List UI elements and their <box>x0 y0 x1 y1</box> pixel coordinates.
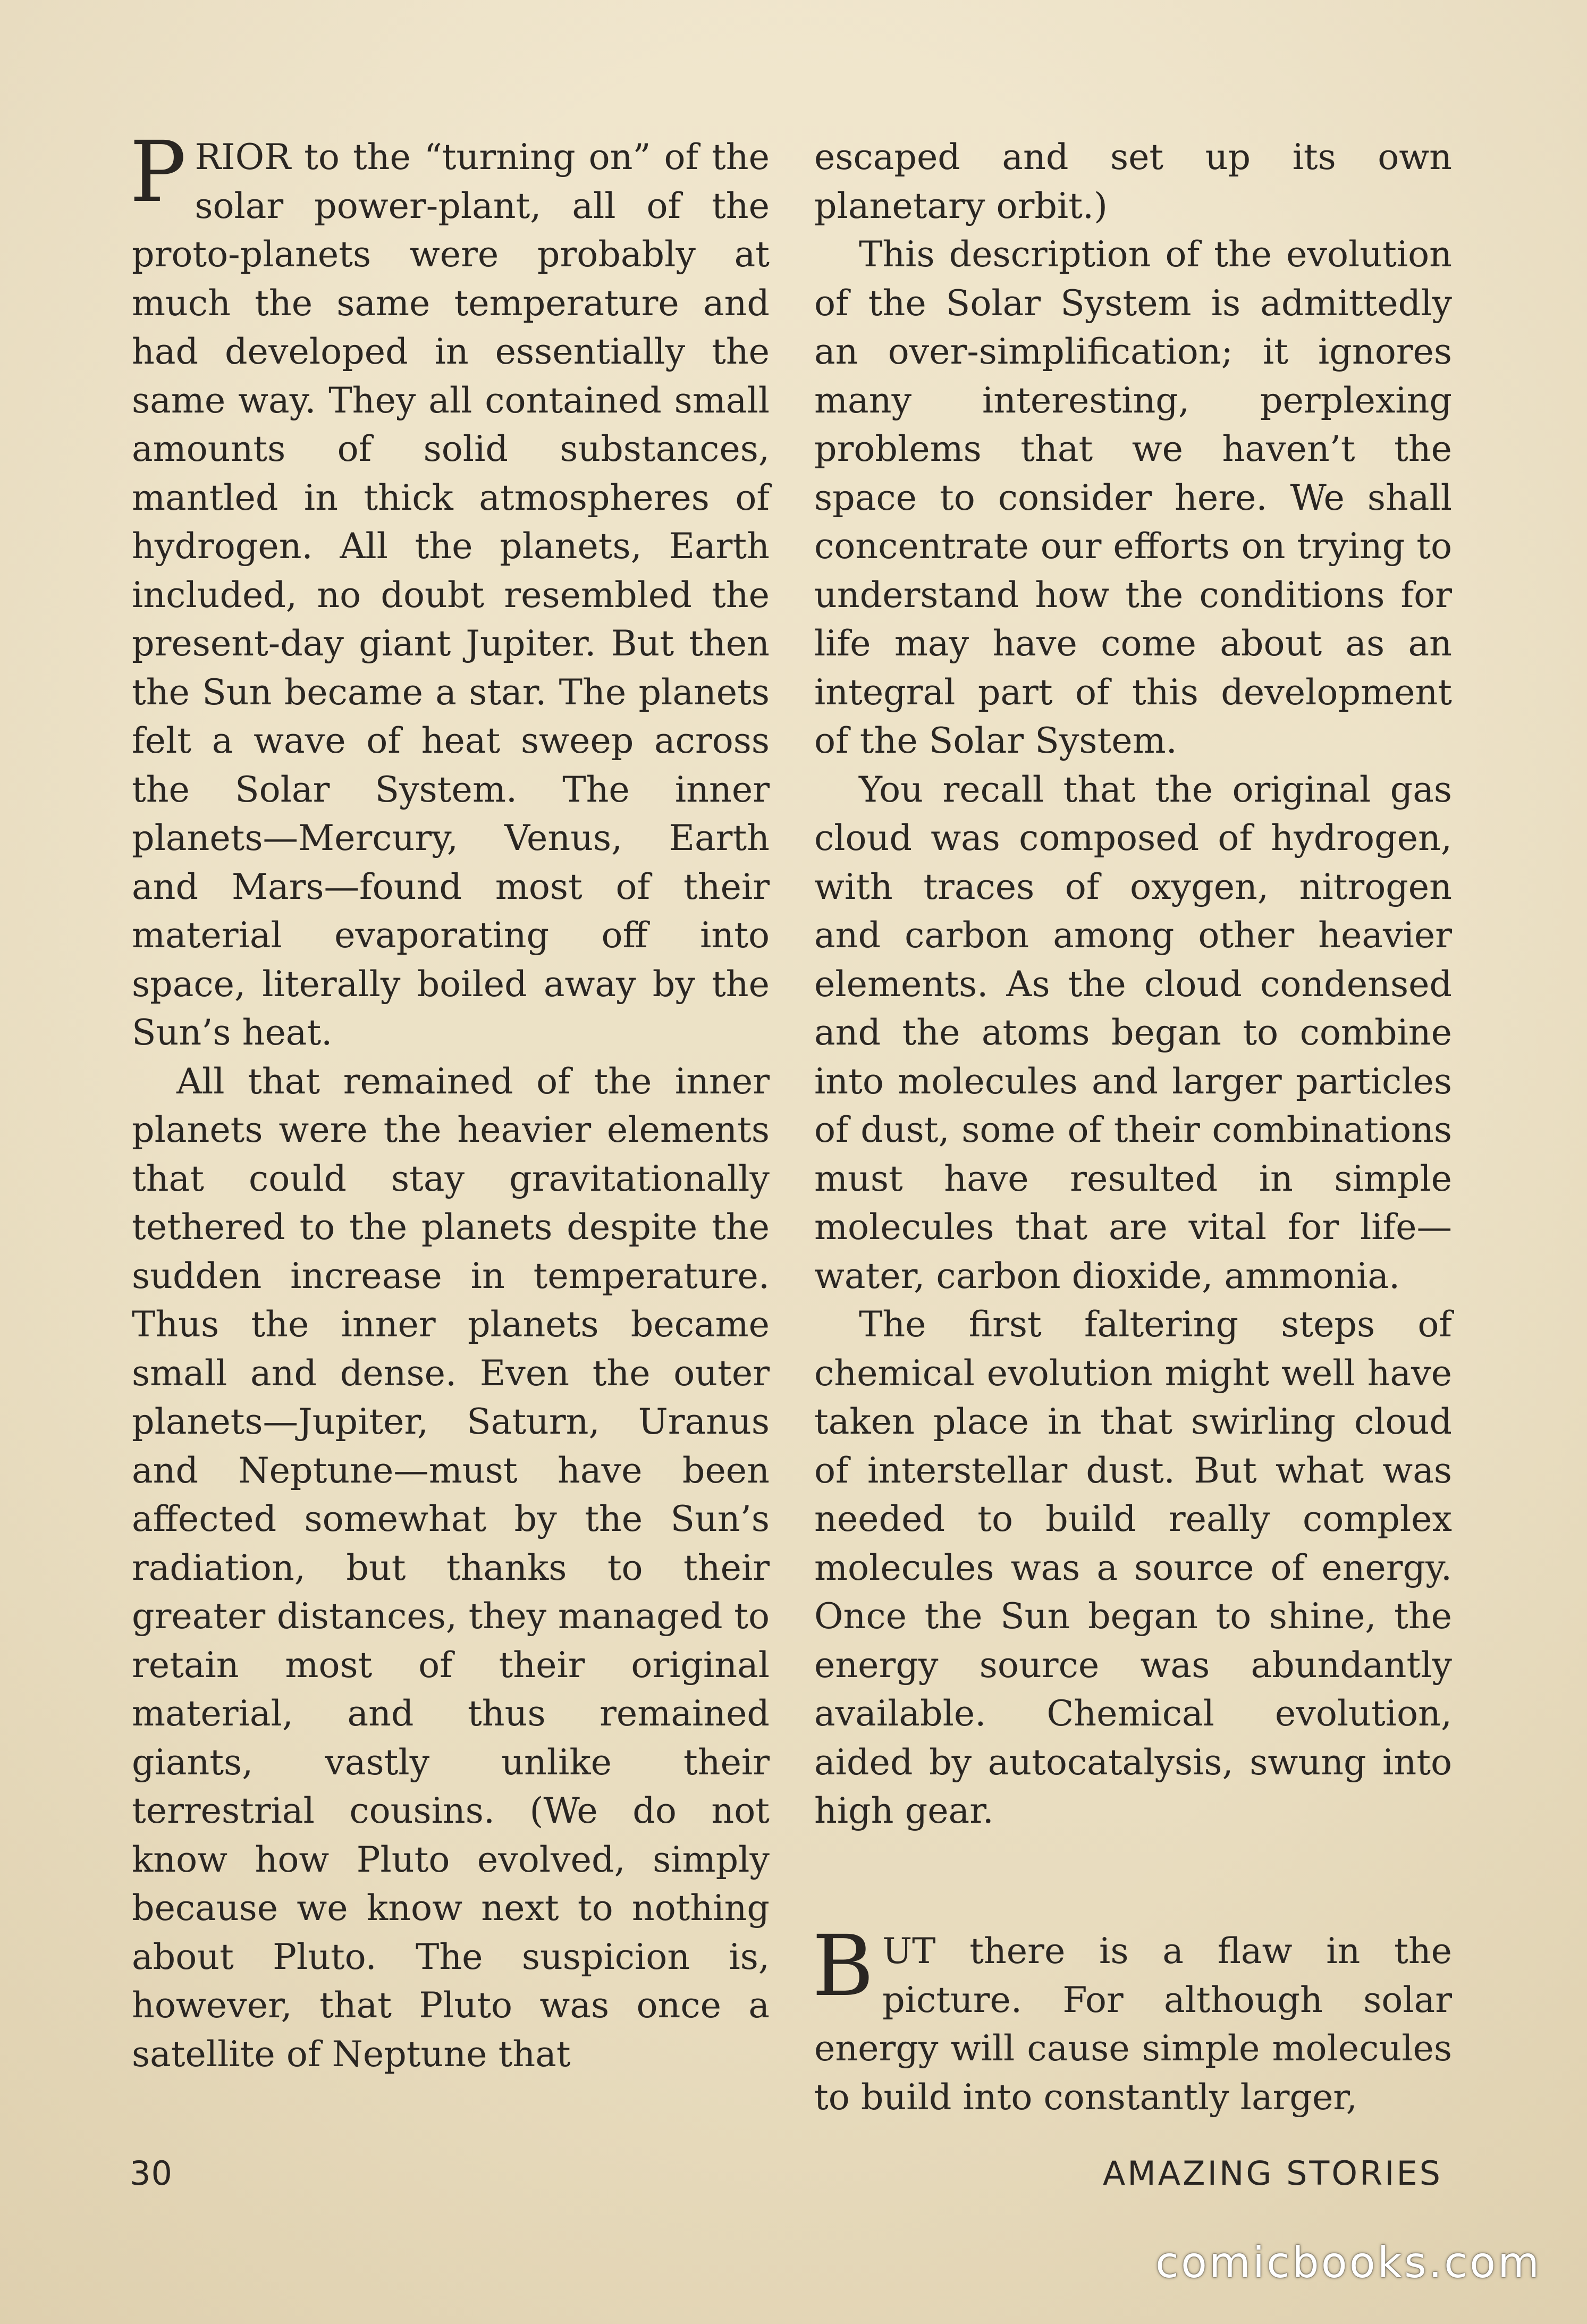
left-column <box>130 123 770 2078</box>
paragraph <box>130 123 770 1057</box>
paragraph: You recall that the original gas cloud was composed of hydrogen, with traces of oxygen, nitrogen and carbon among other heavier elements. As the cloud condensed and the atoms began to combine into molecules and larger particles of dust, some of their combinations must have resulted in simple molecules that are vital for life—water, carbon dioxide, ammonia. <box>814 768 1452 1296</box>
paragraph: escaped and set up its own planetary orbit.) <box>814 136 1452 226</box>
page-number: 30 <box>130 2154 173 2193</box>
watermark: comicbooks.com <box>1155 2238 1541 2287</box>
paragraph-text: RIOR to the “turning on” of the solar power-plant, all of the proto-planets were probably at much the same temperature and had developed in essentially the same way. They all contained small amounts of solid substances, mantled in thick atmospheres of hydrogen. All the planets, Earth included, no doubt resembled the present-day giant Jupiter. But then the Sun became a star. The planets felt a wave of heat sweep across the Solar System. The inner planets—Mercury, Venus, Earth and Mars—found most of their material evaporating off into space, literally boiled away by the Sun’s heat. <box>132 136 770 1053</box>
paragraph-text: UT there is a flaw in the picture. For although solar energy will cause simple molecules to build into constantly larger, <box>814 1930 1452 2118</box>
magazine-title: AMAZING STORIES <box>1102 2154 1442 2193</box>
drop-cap: B <box>812 1917 874 2015</box>
drop-cap: P <box>130 123 187 221</box>
paragraph: All that remained of the inner planets were the heavier elements that could stay gravitationally tethered to the planets despite the sudden increase in temperature. Thus the inner planets became small and dense. Even the outer planets—Jupiter, Saturn, Uranus and Neptune—must have been affected somewhat by the Sun’s radiation, but thanks to their greater distances, they managed to retain most of their original material, and thus remained giants, vastly unlike their terrestrial cousins. (We do not know how Pluto evolved, simply because we know next to nothing about Pluto. The suspicion is, however, that Pluto was once a satellite of Neptune that <box>132 1060 770 2075</box>
paragraph: The first faltering steps of chemical evolution might well have taken place in that swirling cloud of interstellar dust. But what was needed to build really complex molecules was a source of energy. Once the Sun began to shine, the energy source was abundantly available. Chemical evolution, aided by autocatalysis, swung into high gear. <box>814 1303 1452 1831</box>
paragraph: This description of the evolution of the Solar System is admittedly an over-simplification; it ignores many interesting, perplexing problems that we haven’t the space to consider here. We shall concentrate our efforts on trying to understand how the conditions for life may have come about as an integral part of this development of the Solar System. <box>814 233 1452 761</box>
right-column <box>814 133 1452 1835</box>
paragraph <box>812 1917 1452 2121</box>
right-column-section <box>812 1917 1452 2121</box>
